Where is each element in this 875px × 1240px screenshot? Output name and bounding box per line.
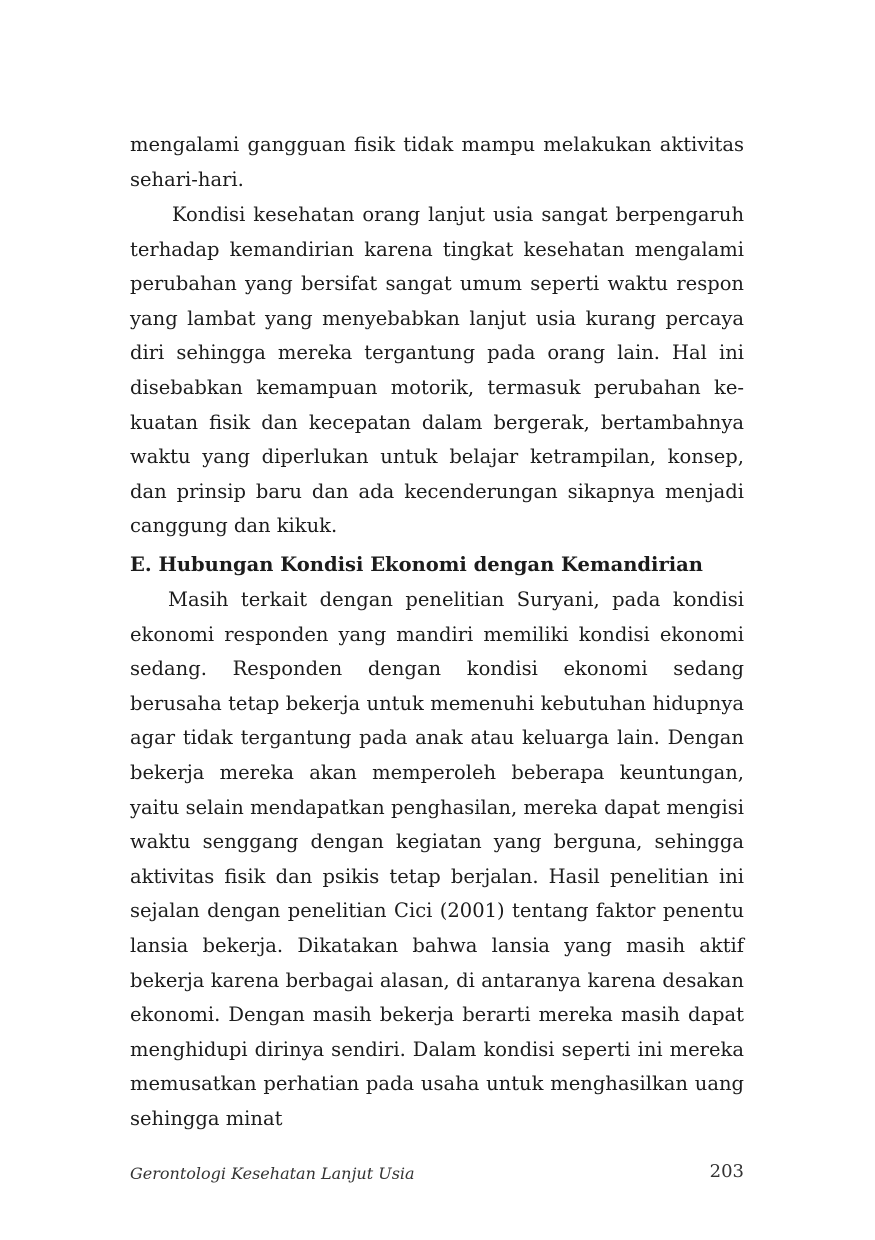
section-heading: E. Hubungan Kondisi Ekonomi dengan Kemandirian (130, 553, 703, 576)
footer-book-title: Gerontologi Kesehatan Lanjut Usia (130, 1164, 415, 1183)
page-number: 203 (709, 1161, 744, 1182)
paragraph-health-condition: Kondisi kesehatan orang lanjut usia sangat berpengaruh terhadap kemandirian karena tingkat kesehatan mengalami perubahan yang bersifat sangat umum seperti waktu respon yang lambat yang menyebabkan lanjut usia kurang percaya diri sehingga mereka tergantung pada orang lain. Hal ini disebabkan kemampuan motorik, termasuk perubahan ke-kuatan fisik dan kecepatan dalam bergerak, bertambahnya waktu yang diperlukan untuk belajar ketrampilan, konsep, dan prinsip baru dan ada kecenderungan sikapnya menjadi canggung dan kikuk. (130, 203, 744, 538)
paragraph-economic-condition: Masih terkait dengan penelitian Suryani, pada kondisi ekonomi responden yang mandiri memiliki kondisi ekonomi sedang. Responden dengan kondisi ekonomi sedang berusaha tetap bekerja untuk memenuhi kebutuhan hidupnya agar tidak tergantung pada anak atau keluarga lain. Dengan bekerja mereka akan memperoleh beberapa keuntungan, yaitu selain mendapatkan penghasilan, mereka dapat mengisi waktu senggang dengan kegiatan yang berguna, sehingga aktivitas fisik dan psikis tetap berjalan. Hasil penelitian ini sejalan dengan penelitian Cici (2001) tentang faktor penentu lansia bekerja. Dikatakan bahwa lansia yang masih aktif bekerja karena berbagai alasan, di antaranya karena desakan ekonomi. Dengan masih bekerja berarti mereka masih dapat menghidupi dirinya sendiri. Dalam kondisi seperti ini mereka memusatkan perhatian pada usaha untuk menghasilkan uang sehingga minat (130, 588, 744, 1130)
paragraph-continuation: mengalami gangguan fisik tidak mampu melakukan aktivitas sehari-hari. (130, 133, 744, 191)
